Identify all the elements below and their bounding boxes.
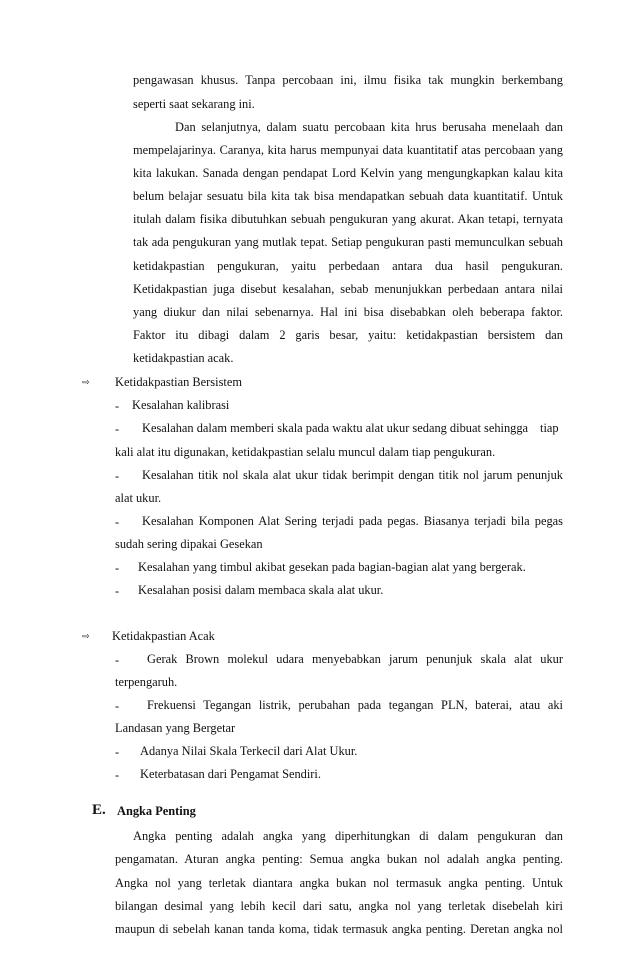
text-line: Angka penting adalah angka yang diperhitungkan di dalam pengukuran dan	[133, 829, 563, 843]
text-line: tak ada pengukuran yang mutlak tepat. Setiap pengukuran pasti memunculkan sebuah	[133, 235, 563, 249]
list-item: Landasan yang Bergetar	[115, 721, 236, 735]
text-line: Dan selanjutnya, dalam suatu percobaan kita hrus berusaha menelaah dan	[175, 120, 563, 134]
list-dash: -	[115, 768, 120, 782]
text-line: bilangan desimal yang lebih kecil dari satu, angka nol yang terletak disebelah kiri	[115, 899, 563, 913]
text-line: Faktor itu dibagi dalam 2 garis besar, yaitu: ketidakpastian bersistem dan	[133, 328, 563, 342]
list-item: tiap	[540, 421, 559, 435]
list-item: kali alat itu digunakan, ketidakpastian selalu muncul dalam tiap pengukuran.	[115, 445, 496, 459]
list-item: Kesalahan Komponen Alat Sering terjadi pada pegas. Biasanya terjadi bila pegas	[142, 514, 563, 528]
list-dash: -	[115, 399, 120, 413]
list-item: Kesalahan titik nol skala alat ukur tidak berimpit dengan titik nol jarum penunjuk	[142, 468, 563, 482]
list-item: Gerak Brown molekul udara menyebabkan jarum penunjuk skala alat ukur	[147, 652, 563, 666]
list-item: sudah sering dipakai Gesekan	[115, 537, 263, 551]
list-heading: Ketidakpastian Bersistem	[115, 375, 242, 389]
list-item: Frekuensi Tegangan listrik, perubahan pada tegangan PLN, baterai, atau aki	[147, 698, 563, 712]
list-item: Kesalahan kalibrasi	[132, 398, 230, 412]
list-dash: -	[115, 515, 120, 529]
list-item: Kesalahan posisi dalam membaca skala alat ukur.	[138, 583, 384, 597]
list-dash: -	[115, 584, 120, 598]
list-dash: -	[115, 699, 120, 713]
list-dash: -	[115, 469, 120, 483]
list-dash: -	[115, 745, 120, 759]
text-line: pengawasan khusus. Tanpa percobaan ini, ilmu fisika tak mungkin berkembang	[133, 73, 563, 87]
text-line: pengamatan. Aturan angka penting: Semua angka bukan nol adalah angka penting.	[115, 852, 563, 866]
list-dash: -	[115, 653, 120, 667]
text-line: ketidakpastian acak.	[133, 351, 234, 365]
text-line: Ketidakpastian juga disebut kesalahan, sebab menunjukkan perbedaan antara nilai	[133, 282, 563, 296]
list-item: Kesalahan dalam memberi skala pada waktu alat ukur sedang dibuat sehingga	[142, 421, 529, 435]
list-dash: -	[115, 422, 120, 436]
text-line: kita lakukan. Sanada dengan pendapat Lord Kelvin yang mengungkapkan kalau kita	[133, 166, 563, 180]
text-line: Angka nol yang terletak diantara angka bukan nol termasuk angka penting. Untuk	[115, 876, 563, 890]
text-line: maupun di sebelah kanan tanda koma, tidak termasuk angka penting. Deretan angka nol	[115, 922, 563, 936]
text-line: seperti saat sekarang ini.	[133, 97, 255, 111]
text-line: belum belajar sesuatu bila kita tak bisa mendapatkan sebuah data kuantitatif. Untuk	[133, 189, 563, 203]
list-dash: -	[115, 561, 120, 575]
list-item: Kesalahan yang timbul akibat gesekan pada bagian-bagian alat yang bergerak.	[138, 560, 526, 574]
list-item: Adanya Nilai Skala Terkecil dari Alat Ukur.	[140, 744, 358, 758]
text-line: yang diukur dan nilai sebenarnya. Hal ini bisa disebabkan oleh beberapa faktor.	[133, 305, 563, 319]
section-title: Angka Penting	[117, 804, 196, 818]
list-item: terpengaruh.	[115, 675, 178, 689]
arrow-bullet-icon: ⇨	[82, 632, 90, 642]
text-line: ketidakpastian pengukuran, yaitu perbedaan antara dua hasil pengukuran.	[133, 259, 563, 273]
list-item: alat ukur.	[115, 491, 162, 505]
list-item: Keterbatasan dari Pengamat Sendiri.	[140, 767, 321, 781]
section-letter: E.	[92, 802, 106, 818]
list-heading: Ketidakpastian Acak	[112, 629, 215, 643]
text-line: mempelajarinya. Caranya, kita harus mempunyai data kuantitatif atas percobaan yang	[133, 143, 563, 157]
text-line: itulah dalam fisika dibutuhkan sebuah pengukuran yang akurat. Akan tetapi, ternyata	[133, 212, 563, 226]
arrow-bullet-icon: ⇨	[82, 378, 90, 388]
